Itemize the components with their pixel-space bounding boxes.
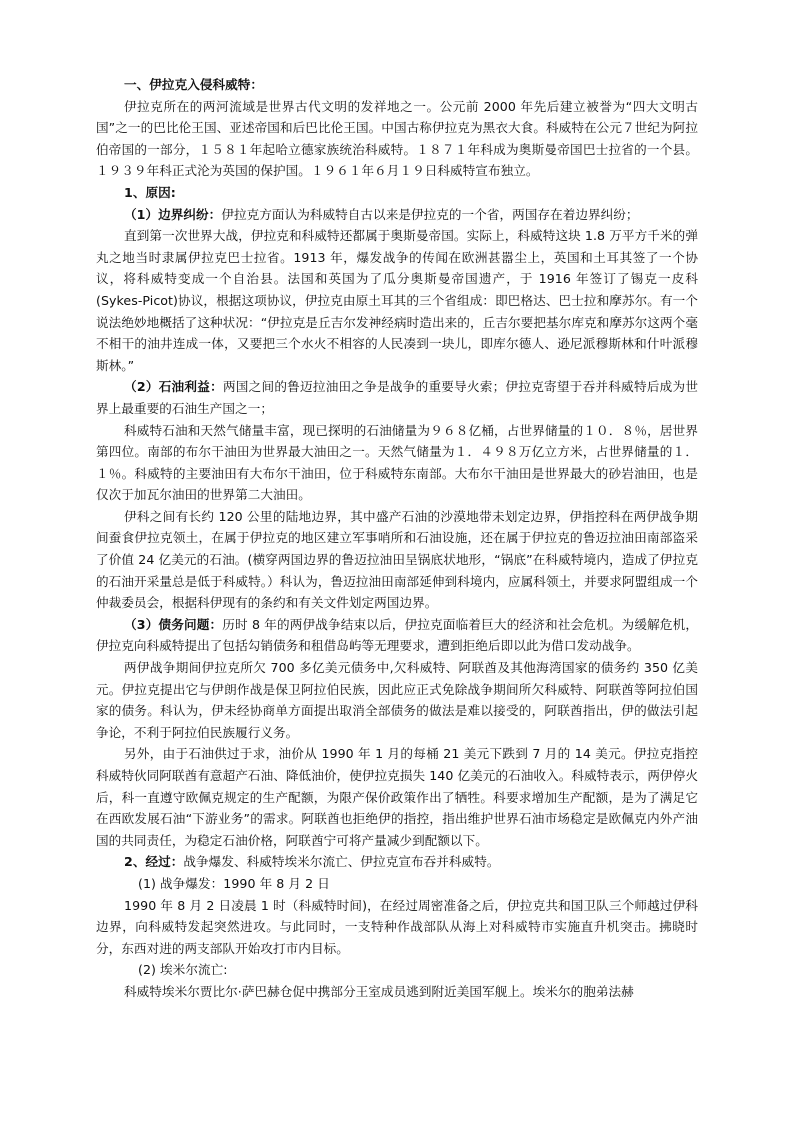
border-history-paragraph: 直到第一次世界大战，伊拉克和科威特还都属于奥斯曼帝国。实际上，科威特这块 1.8 万平方千米的弹丸之地当时隶属伊拉克巴士拉省。1913 年，爆发战争的传闻在欧洲甚嚣尘上，英国和土耳其签了一个协议，将科威特变成一个自治县。法国和英国为了瓜分奥斯曼帝国遗产，于 1916 年签订了锡克一皮科(Sykes-Picot)协议，根据这项协议，伊拉克由原土耳其的三个省组成：即巴格达、巴士拉和摩苏尔。有一个说法绝妙地概括了这种状况：“伊拉克是丘吉尔发神经病时造出来的，丘吉尔要把基尔库克和摩苏尔这两个毫不相干的油井连成一体，又要把三个水火不相容的人民凑到一块儿，即库尔德人、逊尼派穆斯林和什叶派穆斯林。” <box>96 228 698 373</box>
oil-paragraph <box>96 376 698 419</box>
process-text: 战争爆发、科威特埃米尔流亡、伊拉克宣布吞并科威特。 <box>183 854 500 870</box>
document-page <box>96 74 698 1003</box>
oil-label: （2）石油利益： <box>124 379 223 395</box>
oil-price-paragraph: 另外，由于石油供过于求，油价从 1990 年 1 月的每桶 21 美元下跌到 7 月的 14 美元。伊拉克指控科威特伙同阿联酋有意超产石油、降低油价，使伊拉克损失 140 亿美元的石油收入。科威特表示，两伊停火后，科一直遵守欧佩克规定的生产配额，为限产保价政策作出了牺牲。科要求增加生产配额，是为了满足它在西欧发展石油“下游业务”的需求。阿联酋也拒绝伊的指控，指出维护世界石油市场稳定是欧佩克内外产油国的共同责任，为稳定石油价格，阿联酋宁可将产量减少到配额以下。 <box>96 746 698 848</box>
causes-heading: 1、原因: <box>124 184 176 200</box>
oil-reserves-paragraph: 科威特石油和天然气储量丰富，现已探明的石油储量为９６８亿桶，占世界储量的１０．８％，居世界第四位。南部的布尔干油田为世界最大油田之一。天然气储量为１．４９８万亿立方米，占世界储量的１．１％。科威特的主要油田有大布尔干油田，位于科威特东南部。大布尔干油田是世界最大的砂岩油田，也是仅次于加瓦尔油田的世界第二大油田。 <box>96 422 698 503</box>
exile-heading: (2) 埃米尔流亡: <box>138 962 228 978</box>
oil-border-paragraph: 伊科之间有长约 120 公里的陆地边界，其中盛产石油的沙漠地带未划定边界，伊指控科在两伊战争期间蚕食伊拉克领土，在属于伊拉克的地区建立军事哨所和石油设施，还在属于伊拉克的鲁迈拉油田南部盗采了价值 24 亿美元的石油。(横穿两国边界的鲁迈拉油田呈锅底状地形，“锅底”在科威特境内，造成了伊拉克的石油开采量总是低于科威特。）科认为，鲁迈拉油田南部延伸到科境内，应属科领土，并要求阿盟组成一个仲裁委员会，根据科伊现有的条约和有关文件划定两国边界。 <box>96 508 698 611</box>
border-label: （1）边界纠纷： <box>124 206 222 222</box>
outbreak-paragraph: 1990 年 8 月 2 日凌晨 1 时（科威特时间)，在经过周密准备之后，伊拉克共和国卫队三个师越过伊科边界，向科威特发起突然进攻。与此同时，一支特种作战部队从海上对科威特市实施直升机突击。拂晓时分，东西对进的两支部队开始攻打市内目标。 <box>96 897 698 956</box>
process-heading <box>96 851 698 873</box>
oil-text: 两国之间的鲁迈拉油田之争是战争的重要导火索；伊拉克寄望于吞并科威特后成为世界上最重要的石油生产国之一； <box>96 379 698 416</box>
debt-text: 历时 8 年的两伊战争结束以后，伊拉克面临着巨大的经济和社会危机。为缓解危机，伊拉克向科威特提出了包括勾销债务和租借岛屿等无理要求，遭到拒绝后即以此为借口发动战争。 <box>96 616 699 654</box>
debt-detail-paragraph: 两伊战争期间伊拉克所欠 700 多亿美元债务中,欠科威特、阿联酋及其他海湾国家的债务约 350 亿美元。伊拉克提出它与伊朗作战是保卫阿拉伯民族，因此应正式免除战争期间所欠科威特、阿联酋等阿拉伯国家的债务。科认为，伊未经协商单方面提出取消全部债务的做法是难以接受的，阿联酋指出，伊的做法引起争论，不利于阿拉伯民族履行义务。 <box>96 660 698 740</box>
border-text: 伊拉克方面认为科威特自古以来是伊拉克的一个省，两国存在着边界纠纷； <box>221 206 639 222</box>
debt-label: （3）债务问题： <box>124 616 223 632</box>
outbreak-heading: (1) 战争爆发：1990 年 8 月 2 日 <box>138 875 330 891</box>
exile-paragraph: 科威特埃米尔贾比尔·萨巴赫仓促中携部分王室成员逃到附近美国军舰上。埃米尔的胞弟法赫 <box>124 983 634 999</box>
border-paragraph <box>96 204 698 226</box>
debt-paragraph <box>96 614 698 657</box>
process-label: 2、经过： <box>124 854 184 870</box>
intro-paragraph: 伊拉克所在的两河流域是世界古代文明的发祥地之一。公元前 2000 年先后建立被誉为“四大文明古国”之一的巴比伦王国、亚述帝国和后巴比伦王国。中国古称伊拉克为黑衣大食。科威特在公元７世纪为阿拉伯帝国的一部分，１５８１年起哈立德家族统治科威特。１８７１年科成为奥斯曼帝国巴士拉省的一个县。１９３９年科正式沦为英国的保护国。１９６１年６月１９日科威特宣布独立。 <box>96 98 698 179</box>
section-title: 一、伊拉克入侵科威特： <box>124 77 264 92</box>
